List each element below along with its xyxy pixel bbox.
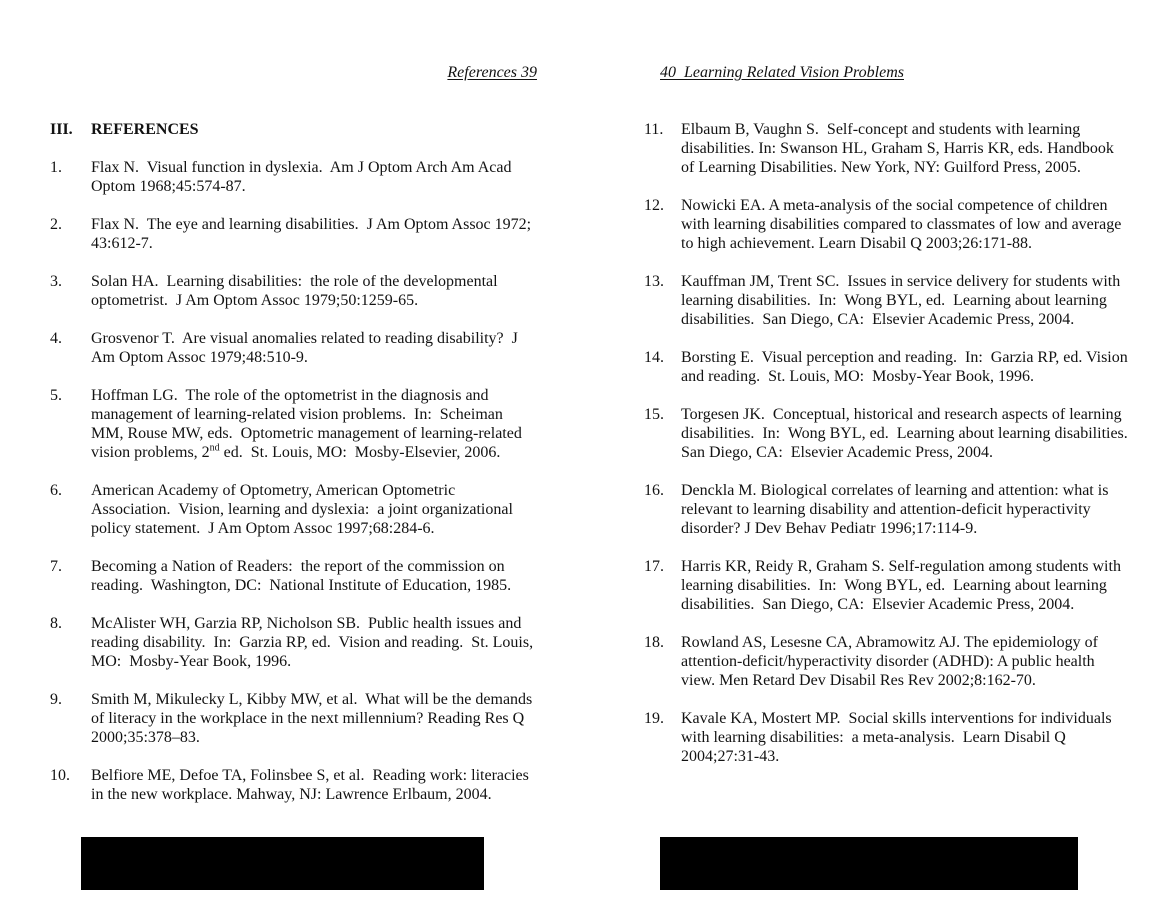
reference-text: Harris KR, Reidy R, Graham S. Self-regulation among students with learning disabilities. In: Wong BYL, ed. Learning about learning disabilities. San Diego, CA: Elsevier Academic Press, 2004. [681,558,1125,613]
reference-text: Elbaum B, Vaughn S. Self-concept and students with learning disabilities. In: Swanson HL, Graham S, Harris KR, eds. Handbook of Learning Disabilities. New York, NY: Guilford Press, 2005. [681,121,1118,176]
reference-item [644,481,1128,538]
page-left [50,44,537,823]
reference-text: Kavale KA, Mostert MP. Social skills interventions for individuals with learning disabilities: a meta-analysis. Learn Disabil Q 2004;27:31-43. [681,710,1116,765]
reference-item [50,481,537,538]
section-heading-numeral: III. [50,121,73,138]
reference-number: 16. [644,482,664,499]
reference-number: 4. [50,330,62,347]
reference-text: Belfiore ME, Defoe TA, Folinsbee S, et al. Reading work: literacies in the new workplace. Mahway, NJ: Lawrence Erlbaum, 2004. [91,767,533,803]
reference-number: 19. [644,710,664,727]
reference-number: 2. [50,216,62,233]
reference-number: 7. [50,558,62,575]
reference-item [50,386,537,462]
left-reference-list [50,158,537,804]
reference-number: 12. [644,197,664,214]
reference-number: 17. [644,558,664,575]
reference-number: 5. [50,387,62,404]
right-reference-list [644,120,1136,766]
reference-text: Solan HA. Learning disabilities: the role of the developmental optometrist. J Am Optom Assoc 1979;50:1259-65. [91,273,502,309]
running-header-right-text: 40 Learning Related Vision Problems [660,64,904,81]
page-right [644,44,1136,785]
reference-number: 1. [50,159,62,176]
running-header-left-text: References 39 [447,64,537,81]
reference-text: Nowicki EA. A meta-analysis of the social competence of children with learning disabilities compared to classmates of low and average to high achievement. Learn Disabil Q 2003;26:171-88. [681,197,1126,252]
running-header-right [644,44,1128,101]
reference-item [644,405,1136,462]
reference-item [644,709,1128,766]
reference-number: 11. [644,121,664,138]
reference-text: Kauffman JM, Trent SC. Issues in service delivery for students with learning disabilities. In: Wong BYL, ed. Learning about learning disabilities. San Diego, CA: Elsevier Academic Press, 2004. [681,273,1125,328]
reference-item [644,196,1128,253]
running-header-left [50,44,537,101]
reference-text: Denckla M. Biological correlates of learning and attention: what is relevant to learning disability and attention-deficit hyperactivity disorder? J Dev Behav Pediatr 1996;17:114-9. [681,482,1113,537]
reference-text: Torgesen JK. Conceptual, historical and research aspects of learning disabilities. In: Wong BYL, ed. Learning about learning disabilities. San Diego, CA: Elsevier Academic Press, 2004. [681,406,1136,461]
reference-text: Grosvenor T. Are visual anomalies related to reading disability? J Am Optom Assoc 1979;48:510-9. [91,330,521,366]
redacted-black-bar-right [660,837,1078,890]
reference-item [50,215,537,253]
reference-item [644,557,1128,614]
reference-item [50,272,537,310]
reference-text: Borsting E. Visual perception and reading. In: Garzia RP, ed. Vision and reading. St. Louis, MO: Mosby-Year Book, 1996. [681,349,1132,385]
reference-number: 14. [644,349,664,366]
reference-number: 15. [644,406,664,423]
reference-item [50,614,537,671]
reference-number: 18. [644,634,664,651]
reference-text: Becoming a Nation of Readers: the report of the commission on reading. Washington, DC: National Institute of Education, 1985. [91,558,512,594]
reference-number: 10. [50,767,70,784]
reference-text: Flax N. Visual function in dyslexia. Am J Optom Arch Am Acad Optom 1968;45:574-87. [91,159,516,195]
reference-text: McAlister WH, Garzia RP, Nicholson SB. Public health issues and reading disability. In: Garzia RP, ed. Vision and reading. St. Louis, MO: Mosby-Year Book, 1996. [91,615,538,670]
reference-item [644,272,1128,329]
reference-item [50,690,537,747]
reference-item [50,329,537,367]
reference-item [644,120,1128,177]
reference-text: Hoffman LG. The role of the optometrist in the diagnosis and management of learning-related vision problems. In: Scheiman MM, Rouse MW, eds. Optometric management of learning-related vision problems, 2nd ed. St. Louis, MO: Mosby-Elsevier, 2006. [91,387,526,461]
reference-item [50,557,537,595]
reference-text: Smith M, Mikulecky L, Kibby MW, et al. What will be the demands of literacy in the workplace in the next millennium? Reading Res Q 2000;35:378–83. [91,691,537,746]
reference-number: 3. [50,273,62,290]
redacted-black-bar-left [81,837,484,890]
reference-item [50,158,537,196]
reference-text: Flax N. The eye and learning disabilities. J Am Optom Assoc 1972; 43:612-7. [91,216,536,252]
reference-item [50,766,537,804]
reference-text: American Academy of Optometry, American Optometric Association. Vision, learning and dyslexia: a joint organizational policy statement. J Am Optom Assoc 1997;68:284-6. [91,482,517,537]
section-heading [50,120,537,139]
section-heading-title: REFERENCES [91,121,199,138]
reference-number: 8. [50,615,62,632]
reference-number: 6. [50,482,62,499]
reference-number: 13. [644,273,664,290]
reference-item [644,348,1132,386]
reference-text: Rowland AS, Lesesne CA, Abramowitz AJ. The epidemiology of attention-deficit/hyperactivity disorder (ADHD): A public health view. Men Retard Dev Disabil Res Rev 2002;8:162-70. [681,634,1102,689]
reference-item [644,633,1128,690]
reference-number: 9. [50,691,62,708]
